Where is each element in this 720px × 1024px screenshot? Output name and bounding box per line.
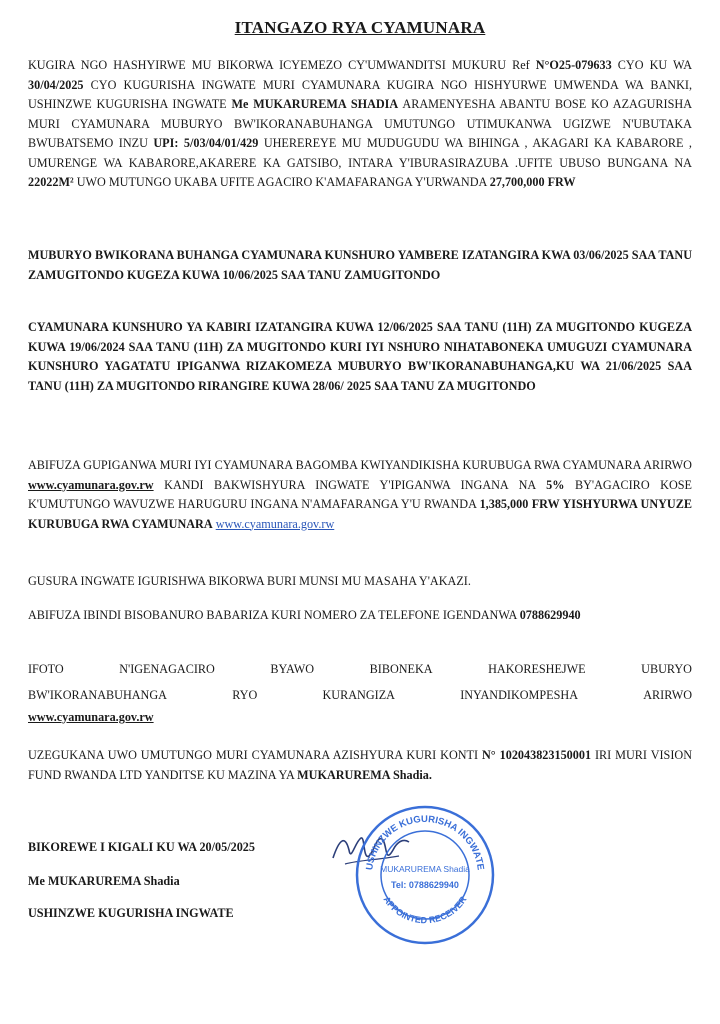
photo-line-3 [28, 708, 692, 728]
auction-site-link-2[interactable]: www.cyamunara.gov.rw [215, 516, 335, 531]
registration-text-2: KANDI BAKWISHYURA INGWATE Y'IPIGANWA INGANA NA [153, 477, 547, 492]
photo-word: UBURYO [641, 662, 692, 676]
payment-text-2: IRI MURI VISION FUND RWANDA LTD YANDITSE KU MAZINA YA [28, 748, 692, 782]
photo-word: KURANGIZA [322, 688, 395, 702]
registration-text-3: BY'AGACIRO KOSE K'UMUTUNGO WAVUZWE HARUGURU INGANA N'AMAFARANGA Y'U RWANDA [28, 477, 693, 511]
stamp-name: MUKARUREMA Shadia [380, 864, 470, 874]
deposit-percent: 5% [546, 477, 565, 492]
page-title: ITANGAZO RYA CYAMUNARA [234, 18, 486, 37]
contact-paragraph [28, 606, 692, 626]
land-area: 22022M² [28, 175, 74, 189]
receiver-name: Me MUKARUREMA SHADIA [231, 97, 399, 111]
account-holder: MUKARUREMA Shadia. [297, 767, 432, 782]
photo-word: INYANDIKOMPESHA [460, 688, 579, 702]
signer-role: USHINZWE KUGURISHA INGWATE [28, 906, 234, 920]
payment-paragraph [28, 746, 692, 785]
intro-text-6: UWO MUTUNGO UKABA UFITE AGACIRO K'AMAFARANGA Y'URWANDA [73, 175, 490, 189]
photo-word: HAKORESHEJWE [488, 662, 586, 676]
intro-text-4: ARAMENYESHA ABANTU BOSE KO AZAGURISHA MURI CYAMUNARA MUBURYO BW'IKORANABUHANGA UMUTUNGO UTIMUKANWA UGIZWE N'UBUTAKA BWUBATSEMO INZU [28, 97, 692, 150]
photo-word: IFOTO [28, 662, 64, 676]
photo-word: BIBONEKA [369, 662, 433, 676]
photo-line-2 [28, 684, 692, 706]
account-no-label: N° [482, 748, 496, 762]
visit-paragraph: GUSURA INGWATE IGURISHWA BIKORWA BURI MUNSI MU MASAHA Y'AKAZI. [28, 574, 471, 588]
intro-text-5: UHEREREYE MU MUDUGUDU WA BIHINGA , AKAGARI KA KABARORE , UMURENGE WA KABARORE,AKARERE KA GATSIBO, INTARA Y'IBURASIRAZUBA .UFITE UBUSO BUNGANA NA [28, 136, 692, 170]
auction-site-link-1[interactable]: www.cyamunara.gov.rw [28, 477, 154, 492]
account-number: 102043823150001 [499, 748, 592, 762]
photo-word: RYO [232, 688, 258, 702]
photo-line-1 [28, 658, 692, 680]
intro-text-2: CYO KU WA [611, 58, 692, 72]
deposit-amount: 1,385,000 FRW YISHYURWA UNYUZE KURUBUGA RWA CYAMUNARA [28, 497, 692, 531]
payment-text-1: UZEGUKANA UWO UMUTUNGO MURI CYAMUNARA AZISHYURA KURI KONTI [28, 748, 482, 762]
sign-place-date: BIKOREWE I KIGALI KU WA 20/05/2025 [28, 840, 255, 854]
signer-name: Me MUKARUREMA Shadia [28, 874, 180, 888]
photo-word: ARIRWO [643, 688, 692, 702]
decision-date: 30/04/2025 [28, 77, 84, 92]
contact-phone: 0788629940 [519, 608, 581, 622]
auction-site-link-3[interactable]: www.cyamunara.gov.rw [28, 710, 154, 724]
property-value: 27,700,000 FRW [489, 175, 576, 189]
photo-word: BW'IKORANABUHANGA [28, 688, 167, 702]
reference-number: N°O25-079633 [535, 58, 612, 72]
registration-text-1: ABIFUZA GUPIGANWA MURI IYI CYAMUNARA BAGOMBA KWIYANDIKISHA KURUBUGA RWA CYAMUNARA ARIRWO [28, 458, 692, 472]
contact-text: ABIFUZA IBINDI BISOBANURO BABARIZA KURI NOMERO ZA TELEFONE IGENDANWA [28, 608, 520, 622]
intro-text-1: KUGIRA NGO HASHYIRWE MU BIKORWA ICYEMEZO CY'UMWANDITSI MUKURU Ref [28, 58, 536, 72]
photo-word: N'IGENAGACIRO [119, 662, 215, 676]
registration-paragraph [28, 456, 692, 534]
stamp-top-text: USHINZWE KUGURISHA INGWATE [364, 813, 486, 871]
intro-text-3: CYO KUGURISHA INGWATE MURI CYAMUNARA KUGIRA NGO HISHYURWE UMWENDA WA BANKI, USHINZWE KUGURISHA INGWATE [28, 77, 692, 111]
intro-paragraph [28, 56, 692, 193]
upi-number: UPI: 5/03/04/01/429 [153, 136, 259, 150]
receiver-stamp [350, 800, 500, 950]
stamp-bottom-text: APPOINTED RECEIVER [381, 894, 469, 926]
photo-word: BYAWO [270, 662, 315, 676]
first-auction-paragraph: MUBURYO BWIKORANA BUHANGA CYAMUNARA KUNSHURO YAMBERE IZATANGIRA KWA 03/06/2025 SAA TANU ZAMUGITONDO KUGEZA KUWA 10/06/2025 SAA TANU ZAMUGITONDO [28, 248, 692, 282]
second-auction-paragraph: CYAMUNARA KUNSHURO YA KABIRI IZATANGIRA KUWA 12/06/2025 SAA TANU (11H) ZA MUGITONDO KUGEZA KUWA 19/06/2024 SAA TANU (11H) ZA MUGITONDO KURI IYI NSHURO NIHATABONEKA UMUGUZI CYAMUNARA KUNSHURO YAGATATU IPIGANWA RIZAKOMEZA MUBURYO BW'IKORANABUHANGA,KU WA 21/06/2025 SAA TANU (11H) ZA MUGITONDO RIRANGIRE KUWA 28/06/ 2025 SAA TANU ZA MUGITONDO [28, 320, 692, 393]
stamp-phone: Tel: 0788629940 [391, 880, 459, 890]
